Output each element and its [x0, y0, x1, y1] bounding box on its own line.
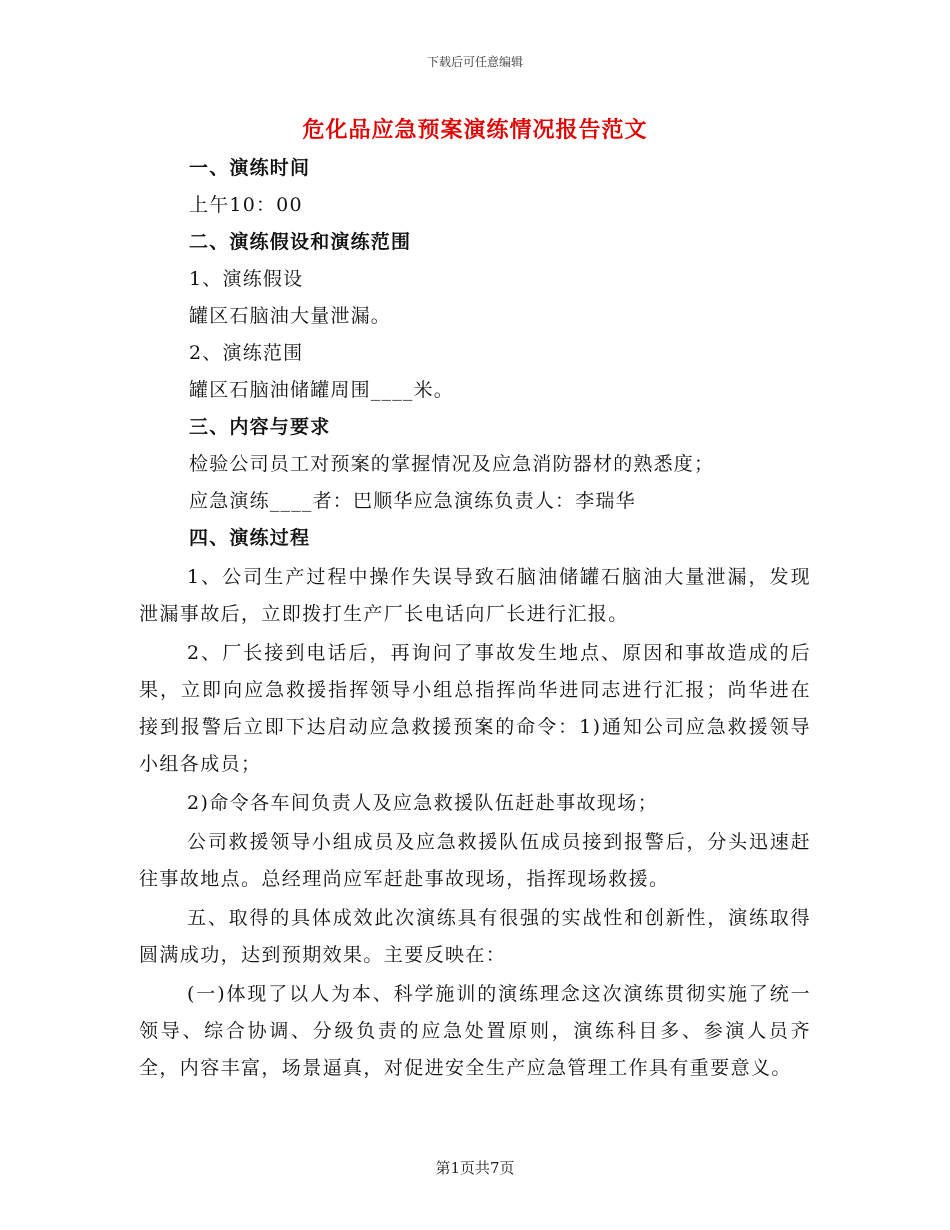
- results-paragraph-1: 五、取得的具体成效此次演练具有很强的实战性和创新性，演练取得圆满成功，达到预期效果。主要反映在：: [139, 907, 811, 966]
- document-body: [139, 150, 811, 1087]
- header-note: 下载后可任意编辑: [426, 55, 523, 69]
- page-number: 第1页共7页: [435, 1159, 515, 1177]
- process-paragraph-3: 2)命令各车间负责人及应急救援队伍赶赴事故现场；: [187, 792, 659, 814]
- requirements-line-2: 应急演练____者：巴顺华应急演练负责人：李瑞华: [189, 490, 636, 512]
- section-heading-3: 三、内容与要求: [189, 416, 331, 438]
- drill-time: 上午10：00: [189, 194, 303, 216]
- scope-text: 罐区石脑油储罐周围____米。: [189, 379, 455, 401]
- process-paragraph-4: 公司救援领导小组成员及应急救援队伍成员接到报警后，分头迅速赶往事故地点。总经理尚应军赶赴事故现场，指挥现场救援。: [139, 831, 811, 890]
- assumption-text: 罐区石脑油大量泄漏。: [189, 305, 392, 327]
- process-paragraph-2: 2、厂长接到电话后，再询问了事故发生地点、原因和事故造成的后果，立即向应急救援指挥领导小组总指挥尚华进同志进行汇报；尚华进在接到报警后立即下达启动应急救援预案的命令：1)通知公司应急救援领导小组各成员；: [139, 642, 811, 775]
- section-heading-2: 二、演练假设和演练范围: [189, 231, 412, 253]
- subheading-scope: 2、演练范围: [189, 342, 304, 364]
- subheading-assumption: 1、演练假设: [189, 268, 304, 290]
- results-paragraph-2: (一)体现了以人为本、科学施训的演练理念这次演练贯彻实施了统一领导、综合协调、分级负责的应急处置原则，演练科目多、参演人员齐全，内容丰富，场景逼真，对促进安全生产应急管理工作具有重要意义。: [139, 983, 811, 1079]
- process-paragraph-1: 1、公司生产过程中操作失误导致石脑油储罐石脑油大量泄漏，发现泄漏事故后，立即拨打生产厂长电话向厂长进行汇报。: [139, 566, 811, 625]
- document-title: 危化品应急预案演练情况报告范文: [302, 117, 648, 143]
- section-heading-4: 四、演练过程: [189, 527, 311, 549]
- requirements-line-1: 检验公司员工对预案的掌握情况及应急消防器材的熟悉度；: [189, 453, 715, 475]
- section-heading-1: 一、演练时间: [189, 157, 311, 179]
